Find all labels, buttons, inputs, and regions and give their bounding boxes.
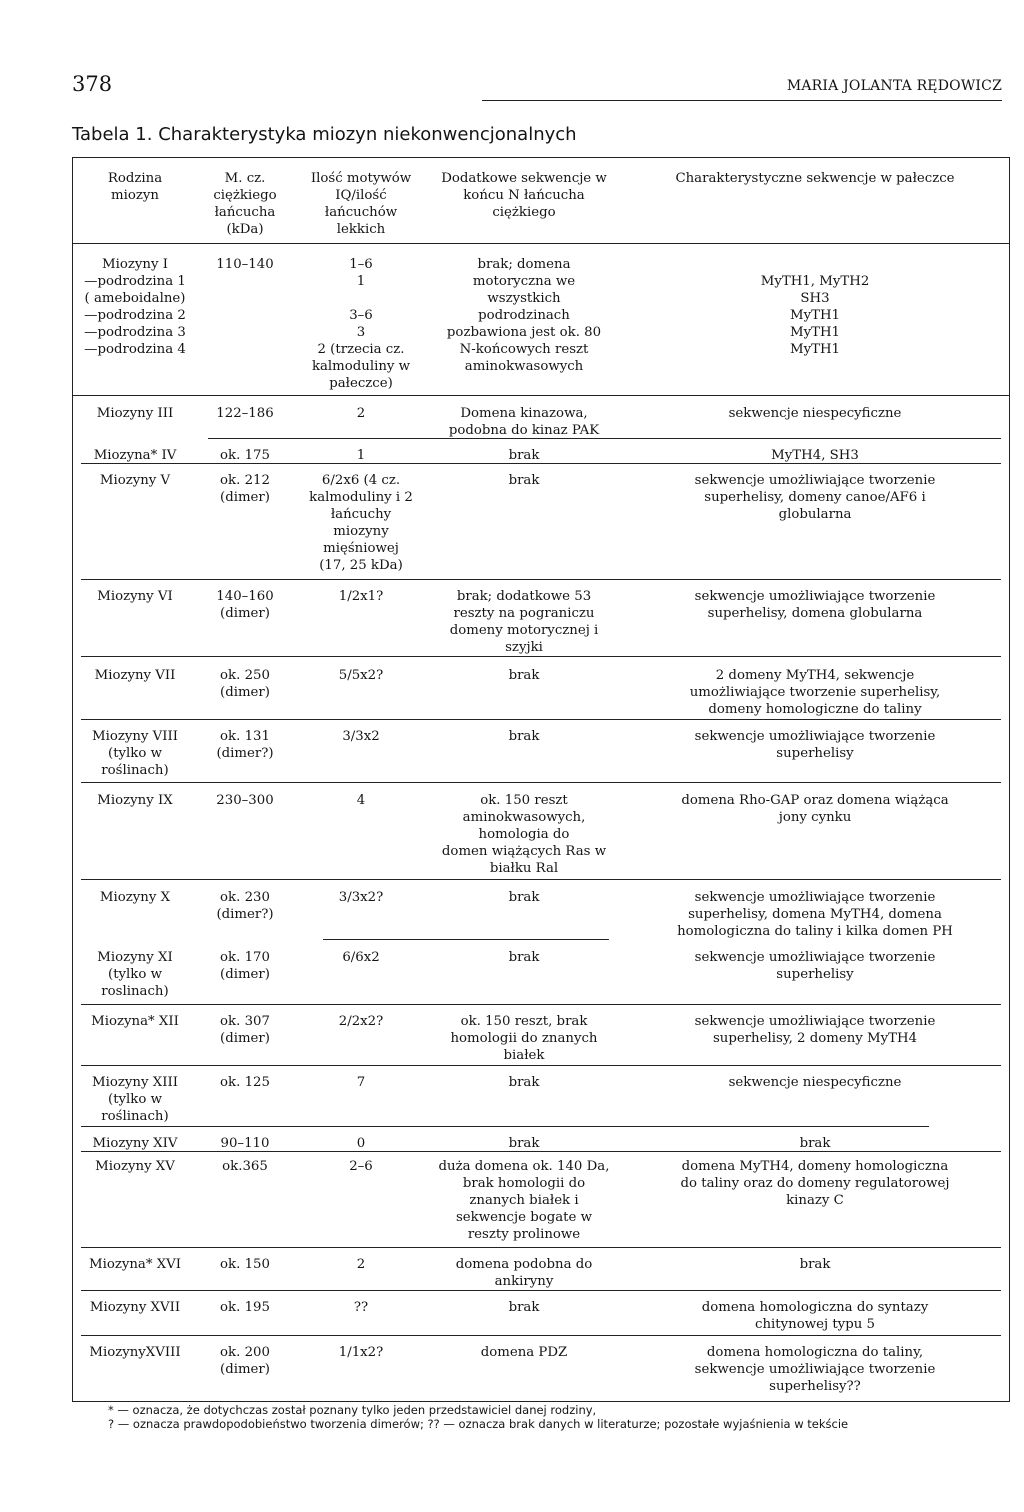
cell-iq-motifs: 6/2x6 (4 cz. kalmoduliny i 2 łańcuchy miozyny mięśniowej (17, 25 kDa) <box>309 473 413 573</box>
cell-mass: ok. 175 <box>220 448 270 463</box>
cell-n-terminal: brak <box>508 890 540 905</box>
running-head-author: MARIA JOLANTA RĘDOWICZ <box>786 78 1002 94</box>
cell-n-terminal: brak <box>508 1300 540 1315</box>
cell-tail-sequences: domena homologiczna do syntazy chitynowej typu 5 <box>701 1300 929 1332</box>
row-divider <box>81 1335 1001 1336</box>
row-divider <box>208 438 1001 439</box>
cell-n-terminal: brak <box>508 473 540 488</box>
page-number: 378 <box>72 72 113 96</box>
cell-iq-motifs: 2 <box>356 406 366 421</box>
cell-iq-motifs: 2–6 <box>349 1159 373 1174</box>
cell-iq-motifs: 4 <box>356 793 366 808</box>
row-divider <box>81 1065 1001 1066</box>
cell-iq-motifs: 3/3x2? <box>338 890 384 905</box>
header-rule <box>482 100 1002 101</box>
row-divider <box>323 939 609 940</box>
header-cell-n-terminal: Dodatkowe sekwencje w końcu N łańcucha ciężkiego <box>441 171 607 220</box>
cell-tail-sequences: domena homologiczna do taliny, sekwencje umożliwiające tworzenie superhelisy?? <box>694 1345 936 1394</box>
cell-iq-motifs: 6/6x2 <box>342 950 380 965</box>
cell-mass: 110–140 <box>216 257 274 272</box>
cell-family: Miozyny XIV <box>92 1136 178 1151</box>
cell-mass: ok. 200 (dimer) <box>220 1345 270 1377</box>
row-divider <box>81 1151 1001 1152</box>
cell-iq-motifs: 1/2x1? <box>338 589 384 604</box>
cell-family: Miozyna* IV <box>93 448 177 463</box>
cell-iq-motifs: 5/5x2? <box>338 668 384 683</box>
cell-tail-sequences: sekwencje umożliwiające tworzenie superhelisy, domena globularna <box>694 589 936 621</box>
cell-family: Miozyny XI (tylko w roslinach) <box>97 950 173 999</box>
cell-mass: ok. 212 (dimer) <box>220 473 270 505</box>
page-header <box>72 72 1002 102</box>
cell-n-terminal: brak <box>508 950 540 965</box>
cell-iq-motifs: 2/2x2? <box>338 1014 384 1029</box>
cell-tail-sequences: brak <box>799 1136 831 1151</box>
footnote-asterisk: * — oznacza, że dotychczas został poznany tylko jeden przedstawiciel danej rodziny, <box>108 1403 597 1417</box>
cell-iq-motifs: 7 <box>356 1075 366 1090</box>
cell-mass: ok. 307 (dimer) <box>220 1014 270 1046</box>
cell-iq-motifs: 1–6 1 3–6 3 2 (trzecia cz. kalmoduliny w pałeczce) <box>311 257 411 391</box>
cell-iq-motifs: 0 <box>356 1136 366 1151</box>
row-divider <box>81 579 1001 580</box>
cell-tail-sequences: sekwencje umożliwiające tworzenie superhelisy <box>694 729 936 761</box>
header-cell-mass: M. cz. ciężkiego łańcucha (kDa) <box>213 171 277 237</box>
row-divider <box>81 1290 1001 1291</box>
cell-mass: ok. 131 (dimer?) <box>216 729 274 761</box>
cell-family: Miozyny XV <box>95 1159 175 1174</box>
cell-n-terminal: brak <box>508 1136 540 1151</box>
cell-tail-sequences: domena Rho-GAP oraz domena wiążąca jony cynku <box>681 793 949 825</box>
cell-family: Miozyna* XVI <box>88 1257 182 1272</box>
row-divider <box>81 1247 1001 1248</box>
cell-n-terminal: brak; domena motoryczna we wszystkich podrodzinach pozbawiona jest ok. 80 N-końcowych reszt aminokwasowych <box>446 257 602 374</box>
row-divider <box>81 719 1001 720</box>
cell-mass: 122–186 <box>216 406 274 421</box>
footnote-question: ? — oznacza prawdopodobieństwo tworzenia dimerów; ?? — oznacza brak danych w literaturze; pozostałe wyjaśnienia w tekście <box>108 1417 849 1431</box>
cell-family: Miozyny XIII (tylko w roślinach) <box>92 1075 178 1124</box>
cell-n-terminal: brak <box>508 729 540 744</box>
cell-n-terminal: domena podobna do ankiryny <box>455 1257 593 1289</box>
cell-tail-sequences: sekwencje niespecyficzne <box>728 406 902 421</box>
cell-mass: ok. 170 (dimer) <box>220 950 270 982</box>
cell-n-terminal: domena PDZ <box>480 1345 568 1360</box>
header-cell-tail-sequences: Charakterystyczne sekwencje w pałeczce <box>675 171 955 186</box>
row-divider <box>81 1126 929 1127</box>
row-divider <box>81 656 1001 657</box>
cell-family: Miozyny VIII (tylko w roślinach) <box>91 729 179 778</box>
header-divider <box>73 243 1009 244</box>
cell-iq-motifs: ?? <box>353 1300 369 1315</box>
footnotes <box>108 1403 848 1431</box>
cell-family: Miozyny X <box>99 890 171 905</box>
header-cell-iq-motifs: Ilość motywów IQ/ilość łańcuchów lekkich <box>310 171 412 237</box>
cell-family: Miozyny I —podrodzina 1 ( ameboidalne) —podrodzina 2 —podrodzina 3 —podrodzina 4 <box>84 257 186 357</box>
cell-n-terminal: ok. 150 reszt aminokwasowych, homologia do domen wiążących Ras w białku Ral <box>441 793 607 876</box>
cell-tail-sequences: sekwencje umożliwiające tworzenie superhelisy <box>694 950 936 982</box>
cell-n-terminal: brak <box>508 448 540 463</box>
cell-mass: ok.365 <box>222 1159 268 1174</box>
cell-tail-sequences: sekwencje niespecyficzne <box>728 1075 902 1090</box>
cell-mass: ok. 195 <box>220 1300 270 1315</box>
table-caption: Tabela 1. Charakterystyka miozyn niekonwencjonalnych <box>72 124 577 145</box>
cell-mass: ok. 230 (dimer?) <box>216 890 274 922</box>
cell-mass: ok. 125 <box>220 1075 270 1090</box>
myosin-table <box>72 157 1010 1402</box>
cell-tail-sequences: 2 domeny MyTH4, sekwencje umożliwiające tworzenie superhelisy, domeny homologiczne do taliny <box>689 668 941 717</box>
cell-n-terminal: Domena kinazowa, podobna do kinaz PAK <box>448 406 600 438</box>
row-divider <box>81 879 1001 880</box>
cell-iq-motifs: 3/3x2 <box>342 729 380 744</box>
cell-n-terminal: brak; dodatkowe 53 reszty na pograniczu domeny motorycznej i szyjki <box>449 589 599 655</box>
cell-n-terminal: brak <box>508 1075 540 1090</box>
cell-family: Miozyny III <box>96 406 174 421</box>
cell-mass: ok. 150 <box>220 1257 270 1272</box>
cell-mass: ok. 250 (dimer) <box>220 668 270 700</box>
cell-family: Miozyna* XII <box>91 1014 179 1029</box>
cell-tail-sequences: domena MyTH4, domeny homologiczna do taliny oraz do domeny regulatorowej kinazy C <box>680 1159 950 1208</box>
cell-mass: 90–110 <box>220 1136 270 1151</box>
cell-tail-sequences: brak <box>799 1257 831 1272</box>
cell-iq-motifs: 2 <box>356 1257 366 1272</box>
cell-tail-sequences: sekwencje umożliwiające tworzenie superhelisy, domena MyTH4, domena homologiczna do taliny i kilka domen PH <box>677 890 953 939</box>
row-divider <box>81 782 1001 783</box>
cell-family: Miozyny IX <box>97 793 173 808</box>
cell-family: MiozynyXVIII <box>89 1345 181 1360</box>
cell-n-terminal: brak <box>508 668 540 683</box>
cell-family: Miozyny XVII <box>89 1300 181 1315</box>
cell-mass: 230–300 <box>216 793 274 808</box>
cell-iq-motifs: 1 <box>356 448 366 463</box>
row-divider <box>81 1004 1001 1005</box>
cell-mass: 140–160 (dimer) <box>216 589 274 621</box>
cell-n-terminal: ok. 150 reszt, brak homologii do znanych białek <box>450 1014 598 1063</box>
cell-n-terminal: duża domena ok. 140 Da, brak homologii do znanych białek i sekwencje bogate w reszty prolinowe <box>438 1159 610 1242</box>
cell-tail-sequences: sekwencje umożliwiające tworzenie superhelisy, 2 domeny MyTH4 <box>694 1014 936 1046</box>
cell-family: Miozyny V <box>99 473 171 488</box>
cell-tail-sequences: sekwencje umożliwiające tworzenie superhelisy, domeny canoe/AF6 i globularna <box>694 473 936 522</box>
row-divider <box>73 395 1009 396</box>
row-divider <box>81 463 1001 464</box>
cell-tail-sequences: MyTH1, MyTH2 SH3 MyTH1 MyTH1 MyTH1 <box>760 274 870 357</box>
cell-tail-sequences: MyTH4, SH3 <box>771 448 859 463</box>
header-cell-family: Rodzina miozyn <box>107 171 163 203</box>
cell-iq-motifs: 1/1x2? <box>338 1345 384 1360</box>
cell-family: Miozyny VII <box>94 668 176 683</box>
cell-family: Miozyny VI <box>97 589 173 604</box>
